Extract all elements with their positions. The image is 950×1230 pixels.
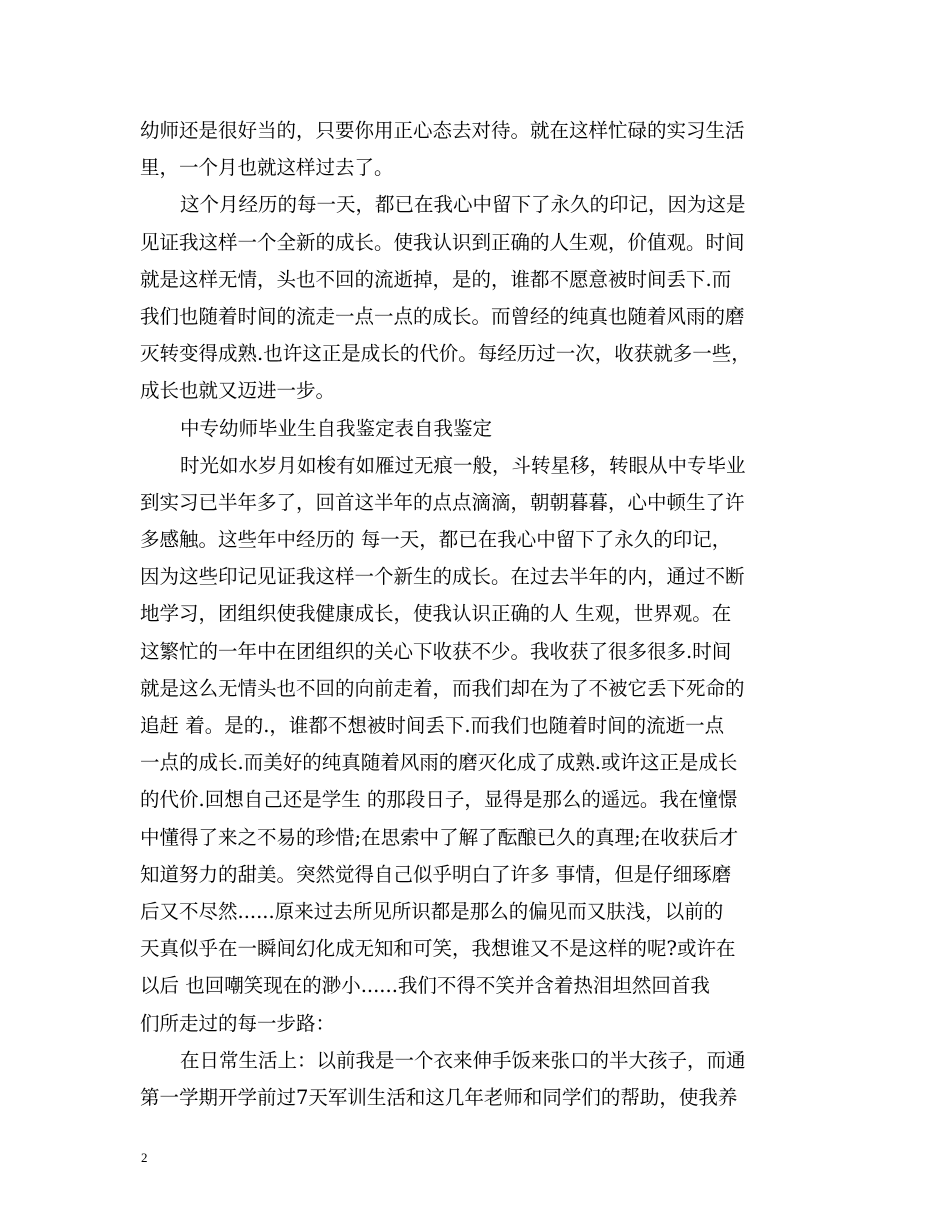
text-line: 第一学期开学前过7天军训生活和这几年老师和同学们的帮助，使我养: [140, 1085, 738, 1109]
text-line: 多感触。这些年中经历的 每一天，都已在我心中留下了永久的印记，: [140, 528, 732, 552]
text-line: 见证我这样一个全新的成长。使我认识到正确的人生观，价值观。时间: [140, 230, 745, 254]
text-line: 到实习已半年多了，回首这半年的点点滴滴，朝朝暮暮，心中顿生了许: [140, 490, 745, 514]
text-line: 的代价.回想自己还是学生 的那段日子，显得是那么的遥远。我在憧憬: [140, 788, 738, 812]
paragraph-start-line: 时光如水岁月如梭有如雁过无痕一般，斗转星移，转眼从中专毕业: [180, 453, 746, 477]
text-line: 我们也随着时间的流走一点一点的成长。而曾经的纯真也随着风雨的磨: [140, 304, 745, 328]
text-line: 地学习，团组织使我健康成长，使我认识正确的人 生观，世界观。在: [140, 602, 732, 626]
text-line: 后又不尽然......原来过去所见所识都是那么的偏见而又肤浅，以前的: [140, 899, 724, 923]
text-line: 幼师还是很好当的，只要你用正心态去对待。就在这样忙碌的实习生活: [140, 119, 745, 142]
text-line: 一点的成长.而美好的纯真随着风雨的磨灭化成了成熟.或许这正是成长: [140, 751, 738, 775]
paragraph-start-line: 这个月经历的每一天，都已在我心中留下了永久的印记，因为这是: [180, 193, 746, 217]
text-line: 中懂得了来之不易的珍惜;在思索中了解了酝酿已久的真理;在收获后才: [140, 825, 739, 849]
text-line: 以后 也回嘲笑现在的渺小......我们不得不笑并含着热泪坦然回首我: [140, 974, 710, 998]
text-line: 追赶 着。是的.，谁都不想被时间丢下.而我们也随着时间的流逝一点: [140, 714, 725, 737]
text-line: 天真似乎在一瞬间幻化成无知和可笑，我想谁又不是这样的呢?或许在: [140, 937, 736, 961]
section-heading: 中专幼师毕业生自我鉴定表自我鉴定: [180, 416, 493, 440]
text-line: 们所走过的每一步路：: [140, 1011, 336, 1035]
paragraph-start-line: 在日常生活上：以前我是一个衣来伸手饭来张口的半大孩子，而通: [180, 1048, 746, 1072]
text-line: 就是这样无情，头也不回的流逝掉，是的，谁都不愿意被时间丢下.而: [140, 267, 732, 291]
text-line: 知道努力的甜美。突然觉得自己似乎明白了许多 事情，但是仔细琢磨: [140, 862, 732, 886]
page-number: 2: [141, 1150, 148, 1165]
text-line: 就是这么无情头也不回的向前走着，而我们却在为了不被它丢下死命的: [140, 676, 745, 700]
text-line: 因为这些印记见证我这样一个新生的成长。在过去半年的内，通过不断: [140, 565, 745, 589]
text-line: 里，一个月也就这样过去了。: [140, 156, 394, 180]
text-line: 灭转变得成熟.也许这正是成长的代价。每经历过一次，收获就多一些，: [140, 342, 751, 366]
body-text: [140, 112, 820, 1116]
text-line: 这繁忙的一年中在团组织的关心下收获不少。我收获了很多很多.时间: [140, 639, 732, 663]
text-line: 成长也就又迈进一步。: [140, 379, 336, 403]
